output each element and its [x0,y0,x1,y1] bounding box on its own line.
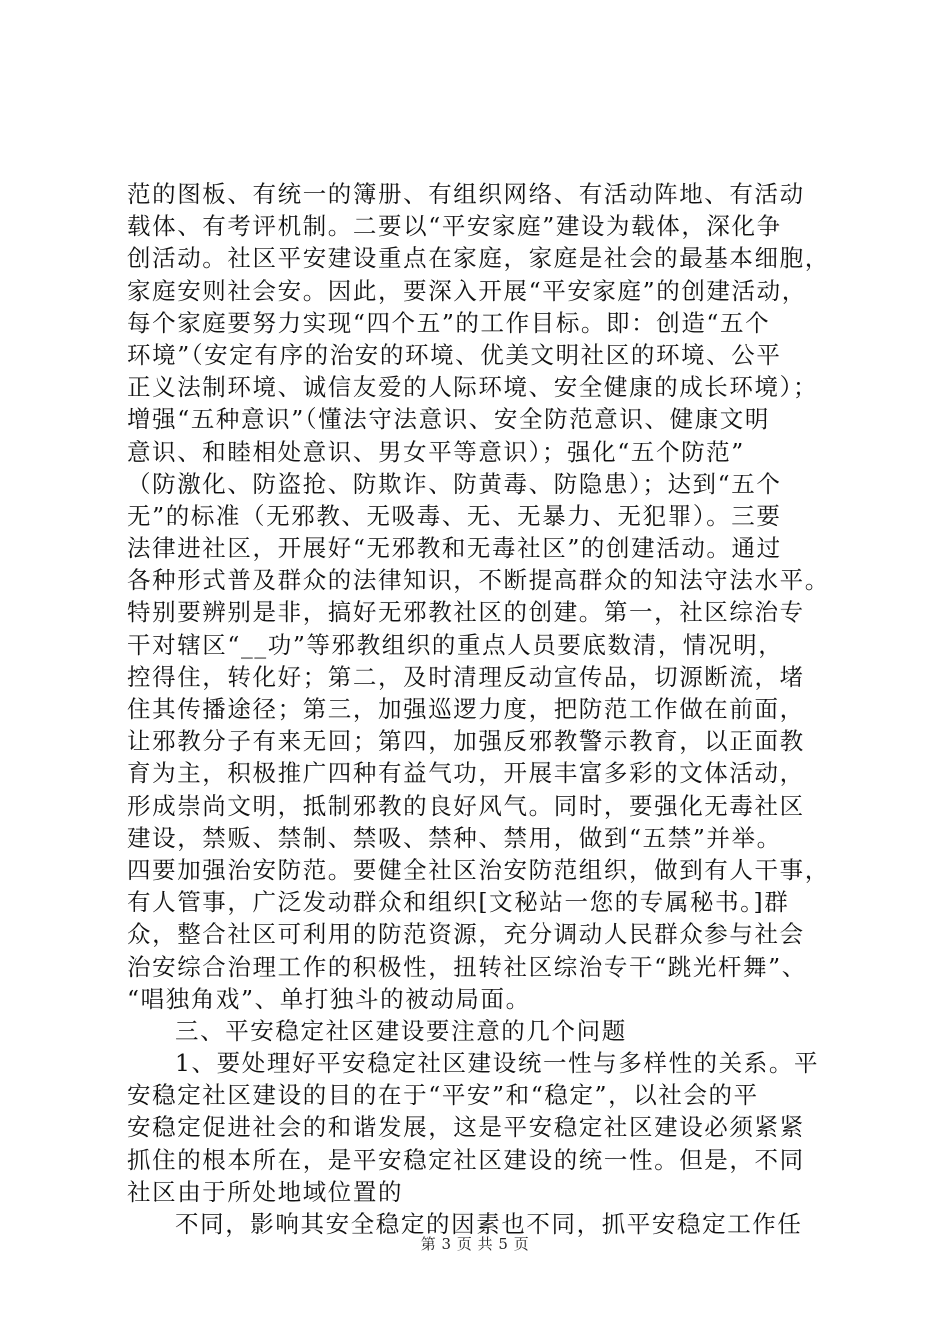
text-line: 众，整合社区可利用的防范资源，充分调动人民群众参与社会 [127,920,805,949]
text-line: “唱独角戏”、单打独斗的被动局面。 [127,984,531,1013]
text-line: 建设，禁贩、禁制、禁吸、禁种、禁用，做到“五禁”并举。 [127,823,782,852]
text-line: 住其传播途径；第三，加强巡逻力度，把防范工作做在前面， [127,695,805,723]
document-body [127,178,847,1240]
text-line: 不同，影响其安全稳定的因素也不同，抓平安稳定工作任 [175,1210,803,1238]
text-line: 家庭安则社会安。因此，要深入开展“平安家庭”的创建活动， [127,276,807,305]
text-line: 特别要辨别是非，搞好无邪教社区的创建。第一，社区综治专 [127,598,805,627]
text-line: 干对辖区“__功”等邪教组织的重点人员要底数清，情况明， [127,630,784,659]
text-line: 正义法制环境、诚信友爱的人际环境、安全健康的成长环境）； [127,373,819,402]
text-line: 三、平安稳定社区建设要注意的几个问题 [175,1016,627,1045]
text-line: 创活动。社区平安建设重点在家庭，家庭是社会的最基本细胞， [127,244,830,273]
text-line: 安稳定社区建设的目的在于“平安”和“稳定”，以社会的平 [127,1081,759,1110]
text-line: 意识、和睦相处意识、男女平等意识）；强化“五个防范” [127,437,745,466]
text-line: 法律进社区，开展好“无邪教和无毒社区”的创建活动。通过 [127,534,782,563]
text-line: 每个家庭要努力实现“四个五”的工作目标。即：创造“五个 [127,308,771,337]
text-line: 育为主，积极推广四种有益气功，开展丰富多彩的文体活动， [127,759,805,788]
text-line: 治安综合治理工作的积极性，扭转社区综治专干“跳光杆舞”、 [127,952,807,981]
text-line: 安稳定促进社会的和谐发展，这是平安稳定社区建设必须紧紧 [127,1113,805,1142]
text-line: 1、要处理好平安稳定社区建设统一性与多样性的关系。平 [175,1049,820,1078]
text-line: （防激化、防盗抢、防欺诈、防黄毒、防隐患）；达到“五个 [127,469,782,498]
text-line: 环境”（安定有序的治安的环境、优美文明社区的环境、公平 [127,340,782,369]
text-line: 让邪教分子有来无回；第四，加强反邪教警示教育，以正面教 [127,727,805,756]
text-line: 抓住的根本所在，是平安稳定社区建设的统一性。但是，不同 [127,1145,805,1174]
text-line: 无”的标准（无邪教、无吸毒、无、无暴力、无犯罪）。三要 [127,501,782,530]
text-line: 有人管事，广泛发动群众和组织[文秘站一您的专属秘书。]群 [127,888,790,917]
text-line: 社区由于所处地域位置的 [127,1177,404,1206]
text-line: 各种形式普及群众的法律知识，不断提高群众的知法守法水平。 [127,566,830,595]
text-line: 四要加强治安防范。要健全社区治安防范组织，做到有人干事， [127,855,830,884]
text-line: 增强“五种意识”（懂法守法意识、安全防范意识、健康文明 [127,405,770,434]
text-line: 形成崇尚文明，抵制邪教的良好风气。同时，要强化无毒社区 [127,791,805,820]
text-line: 载体、有考评机制。二要以“平安家庭”建设为载体，深化争 [127,212,782,241]
text-line: 范的图板、有统一的簿册、有组织网络、有活动阵地、有活动 [127,180,805,208]
page-number-footer: 第 3 页 共 5 页 [420,1235,530,1253]
text-line: 控得住，转化好；第二，及时清理反动宣传品，切源断流，堵 [127,662,805,691]
